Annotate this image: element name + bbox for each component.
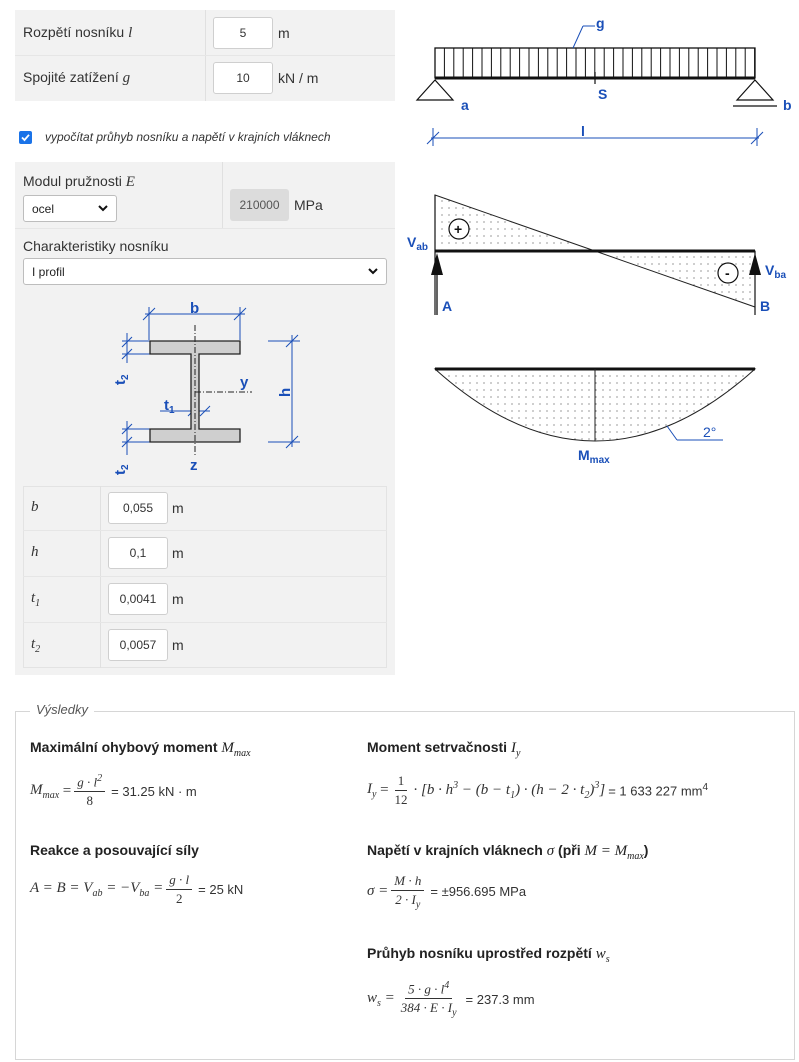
profile-select[interactable]: I profil bbox=[23, 258, 387, 285]
divider bbox=[15, 55, 395, 56]
mmax-label: $M_{max}$ bbox=[578, 447, 610, 466]
modulus-unit: MPa bbox=[294, 197, 323, 213]
mmax-heading: Maximální ohybový moment $M_{max}$ bbox=[30, 739, 251, 759]
span-label: Rozpětí nosníku l bbox=[23, 24, 133, 41]
divider bbox=[15, 228, 395, 229]
i-profile-diagram bbox=[100, 295, 320, 480]
dim-row-b-label: b bbox=[31, 499, 39, 515]
iy-formula: $I_y$ = $\frac{1}{12}$ · $[b \cdot h^3 - (b - t_1) \cdot (h - 2 \cdot t_2)^3]$ = 1 633 227 $mm^4$ bbox=[367, 773, 709, 807]
dims-table bbox=[23, 486, 387, 668]
dim-t1-input[interactable] bbox=[108, 583, 168, 615]
iy-heading: Moment setrvačnosti $I_y$ bbox=[367, 739, 521, 759]
divider bbox=[222, 162, 223, 228]
dim-row-h-label: h bbox=[31, 544, 39, 560]
results-legend: Výsledky bbox=[30, 702, 94, 717]
dim-t2-input[interactable] bbox=[108, 629, 168, 661]
vab-label: $V_{ab}$ bbox=[407, 234, 429, 253]
vba-label: $V_{ba}$ bbox=[765, 262, 787, 281]
dim-t2-top-label: $t_2$ bbox=[112, 374, 131, 385]
beam-g-label: g bbox=[596, 15, 605, 31]
reactions-heading: Reakce a posouvající síly bbox=[30, 842, 199, 858]
chevron-down-icon bbox=[366, 264, 380, 278]
mmax-formula: $M_{max}$ = $\frac{g \cdot l^2}{8}$ = 31.25 kN · m bbox=[30, 773, 197, 809]
divider bbox=[23, 530, 387, 531]
dim-t1-label: $t_1$ bbox=[164, 397, 175, 416]
reactions-formula: $A = B = V_{ab} = -V_{ba}$ = $\frac{g \cdot l}{2}$ = 25 kN bbox=[30, 872, 244, 906]
divider bbox=[23, 576, 387, 577]
support-a-label: a bbox=[461, 97, 469, 113]
ws-formula: $w_s$ = $\frac{5 \cdot g \cdot l^4}{384 \cdot E \cdot I_y}$ = 237.3 mm bbox=[367, 980, 535, 1019]
reaction-b-label: B bbox=[760, 298, 771, 314]
modulus-label: Modul pružnosti E bbox=[23, 173, 135, 190]
axis-y-label: y bbox=[240, 374, 249, 391]
load-label: Spojité zatížení g bbox=[23, 69, 131, 86]
span-input[interactable] bbox=[213, 17, 273, 49]
chevron-down-icon bbox=[96, 201, 110, 215]
material-select[interactable]: ocel bbox=[23, 195, 117, 222]
load-input[interactable] bbox=[213, 62, 273, 94]
dim-t1-unit: m bbox=[172, 591, 184, 607]
shear-diagram bbox=[405, 185, 799, 325]
span-unit: m bbox=[278, 25, 290, 41]
dim-row-t1-label: $t_1$ bbox=[31, 590, 41, 609]
sigma-heading: Napětí v krajních vláknech σ (při $M = M_{max}$) bbox=[367, 842, 649, 862]
reaction-a-label: A bbox=[442, 298, 453, 314]
moment-diagram bbox=[405, 360, 799, 470]
dim-row-t2-label: $t_2$ bbox=[31, 636, 41, 655]
dim-h-unit: m bbox=[172, 545, 184, 561]
dim-t2-unit: m bbox=[172, 637, 184, 653]
dim-b-label: b bbox=[190, 300, 200, 317]
dim-b-unit: m bbox=[172, 500, 184, 516]
check-icon bbox=[20, 132, 31, 143]
sigma-formula: σ = $\frac{M \cdot h}{2 \cdot I_y}$ = ±956.695 MPa bbox=[367, 873, 527, 911]
section-label: Charakteristiky nosníku bbox=[23, 238, 169, 254]
plus-sign: + bbox=[454, 221, 463, 237]
checkbox-label: vypočítat průhyb nosníku a napětí v krajních vláknech bbox=[45, 130, 331, 144]
degree-label: 2° bbox=[703, 424, 717, 440]
deflection-checkbox[interactable] bbox=[19, 131, 32, 144]
beam-diagram bbox=[405, 8, 799, 153]
axis-z-label: z bbox=[190, 457, 198, 474]
divider bbox=[100, 486, 101, 668]
minus-sign: - bbox=[725, 265, 730, 281]
load-unit: kN / m bbox=[278, 70, 319, 86]
modulus-value: 210000 bbox=[230, 189, 289, 221]
dim-t2-bottom-label: $t_2$ bbox=[112, 464, 131, 475]
dim-h-input[interactable] bbox=[108, 537, 168, 569]
dim-b-input[interactable] bbox=[108, 492, 168, 524]
divider bbox=[23, 622, 387, 623]
support-b-label: b bbox=[783, 97, 792, 113]
dim-h-label: h bbox=[277, 387, 294, 397]
beam-s-label: S bbox=[598, 86, 608, 102]
beam-l-label: l bbox=[581, 123, 585, 139]
ws-heading: Průhyb nosníku uprostřed rozpětí $w_s$ bbox=[367, 945, 610, 965]
